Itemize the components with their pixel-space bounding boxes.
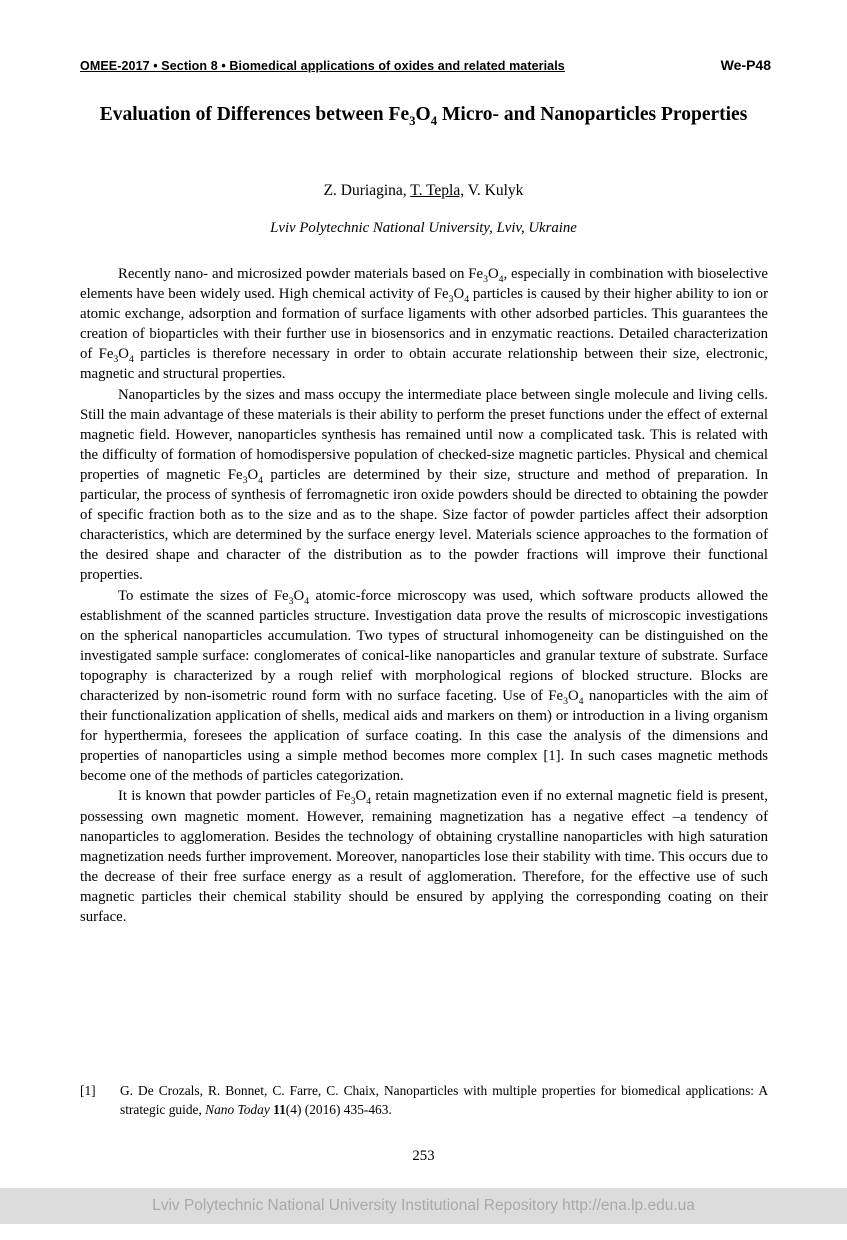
reference-entry [80, 1082, 768, 1119]
reference-label: [1] [80, 1083, 96, 1098]
author-duriagina: Z. Duriagina, [323, 182, 411, 199]
abstract-paragraph: It is known that powder particles of $Fe_3O_4$ retain magnetization even if no external magnetic field is present, possessing own magnetic moment. However, remaining magnetization has a negative effect –a tendency of nanoparticles to agglomeration. Besides the technology of obtaining crystalline nanoparticles with high saturation magnetization needs further improvement. Moreover, nanoparticles lose their stability with time. This occurs due to the decrease of their free surface energy as a result of agglomeration. Therefore, for the effective use of such magnetic particles their chemical stability should be ensured by applying the corresponding coating on their surface. [80, 788, 768, 925]
repository-footer-text: Lviv Polytechnic National University Institutional Repository http://ena.lp.edu.ua [152, 1197, 695, 1214]
author-tepla: T. Tepla, [410, 182, 465, 199]
author-kulyk: V. Kulyk [464, 182, 524, 199]
repository-footer-bar [0, 1188, 847, 1224]
page-number: 253 [412, 1148, 435, 1164]
header-paper-code: We-P48 [720, 57, 771, 73]
abstract-paragraph: To estimate the sizes of $Fe_3O_4$ atomic-force microscopy was used, which software products allowed the establishment of the scanned particles structure. Investigation data prove the results of microscopic investigations on the spherical nanoparticles accumulation. Two types of structural inhomogeneity can be distinguished on the investigated sample surface: conglomerates of conical-like nanoparticles and granular texture of substrate. Surface topography is characterized by a rough relief with morphological regions of blocked structure. Blocks are characterized by non-isometric round form with no surface faceting. Use of $Fe_3O_4$ nanoparticles with the aim of their functionalization application of shells, medical aids and markers on them) or introduction in a living organism for hyperthermia, foresees the application of surface coating. In this case the analysis of the dimensions and properties of nanoparticles using a simple method becomes more complex [1]. In such cases magnetic methods become one of the methods of particles categorization. [80, 587, 769, 785]
page-header [80, 57, 771, 73]
paper-title [80, 100, 767, 130]
header-section-info: OMEE-2017 • Section 8 • Biomedical applications of oxides and related materials [80, 59, 565, 73]
reference-text: G. De Crozals, R. Bonnet, C. Farre, C. Chaix, Nanoparticles with multiple properties for biomedical applications: A strategic guide, Nano Today 11(4) (2016) 435-463. [120, 1083, 768, 1117]
authors-line [80, 182, 767, 200]
affiliation-line: Lviv Polytechnic National University, Lviv, Ukraine [270, 220, 577, 236]
abstract-paragraph: Nanoparticles by the sizes and mass occupy the intermediate place between single molecule and living cells. Still the main advantage of these materials is their ability to perform the preset functions under the effect of external magnetic field. However, nanoparticles synthesis has remained until now a complicated task. This is related with the difficulty of formation of homodispersive population of checked-size magnetic particles. Physical and chemical properties of magnetic $Fe_3O_4$ particles are determined by their size, structure and method of preparation. In particular, the process of synthesis of ferromagnetic iron oxide powders should be directed to obtaining the powder of specific fraction both as to the size and as to the shape. Size factor of powder particles affect their adsorption characteristics, which are determined by the surface energy level. Materials science approaches to the formation of the desired shape and character of the distribution as to the powder fractions will improve their functional properties. [80, 386, 768, 584]
abstract-body [80, 264, 768, 927]
paper-title-text: Evaluation of Differences between $Fe_3O_4$ Micro- and Nanoparticles Properties [99, 104, 748, 128]
abstract-paragraph: Recently nano- and microsized powder materials based on $Fe_3O_4$, especially in combination with bioselective elements have been widely used. High chemical activity of $Fe_3O_4$ particles is caused by their higher ability to ion or atomic exchange, adsorption and formation of surface ligaments with other adsorbed particles. This guarantees the creation of bioparticles with their further use in biosensorics and in enzymatic reactions. Detailed characterization of $Fe_3O_4$ particles is therefore necessary in order to obtain accurate relationship between their size, electronic, magnetic and structural properties. [80, 266, 769, 383]
